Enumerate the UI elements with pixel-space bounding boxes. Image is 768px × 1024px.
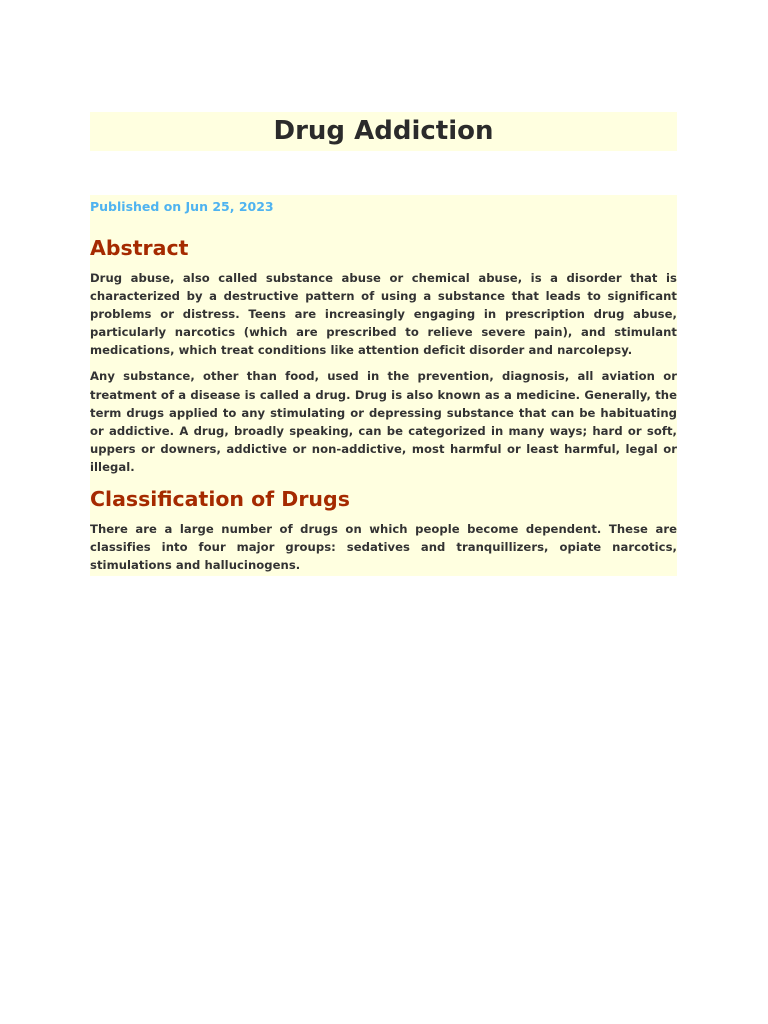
published-date: Published on Jun 25, 2023 — [90, 199, 274, 214]
classification-paragraph-1: There are a large number of drugs on which people become dependent. These are classifies into four major groups: sedatives and tranquillizers, opiate narcotics, stimulations and hallucinogens. — [90, 522, 677, 573]
document-page — [90, 112, 677, 576]
section-heading-classification: Classification of Drugs — [90, 487, 350, 512]
section-heading-abstract: Abstract — [90, 236, 189, 260]
page-title: Drug Addiction — [273, 116, 494, 146]
article-body — [90, 195, 677, 576]
abstract-paragraph-1: Drug abuse, also called substance abuse or chemical abuse, is a disorder that is characterized by a destructive pattern of using a substance that leads to significant problems or distress. Teens are increasingly engaging in prescription drug abuse, particularly narcotics (which are prescribed to relieve severe pain), and stimulant medications, which treat conditions like attention deficit disorder and narcolepsy. — [90, 271, 677, 358]
abstract-paragraph-2: Any substance, other than food, used in the prevention, diagnosis, all aviation or treatment of a disease is called a drug. Drug is also known as a medicine. Generally, the term drugs applied to any stimulating or depressing substance that can be habituating or addictive. A drug, broadly speaking, can be categorized in many ways; hard or soft, uppers or downers, addictive or non-addictive, most harmful or least harmful, legal or illegal. — [90, 369, 677, 474]
title-banner — [90, 112, 677, 151]
